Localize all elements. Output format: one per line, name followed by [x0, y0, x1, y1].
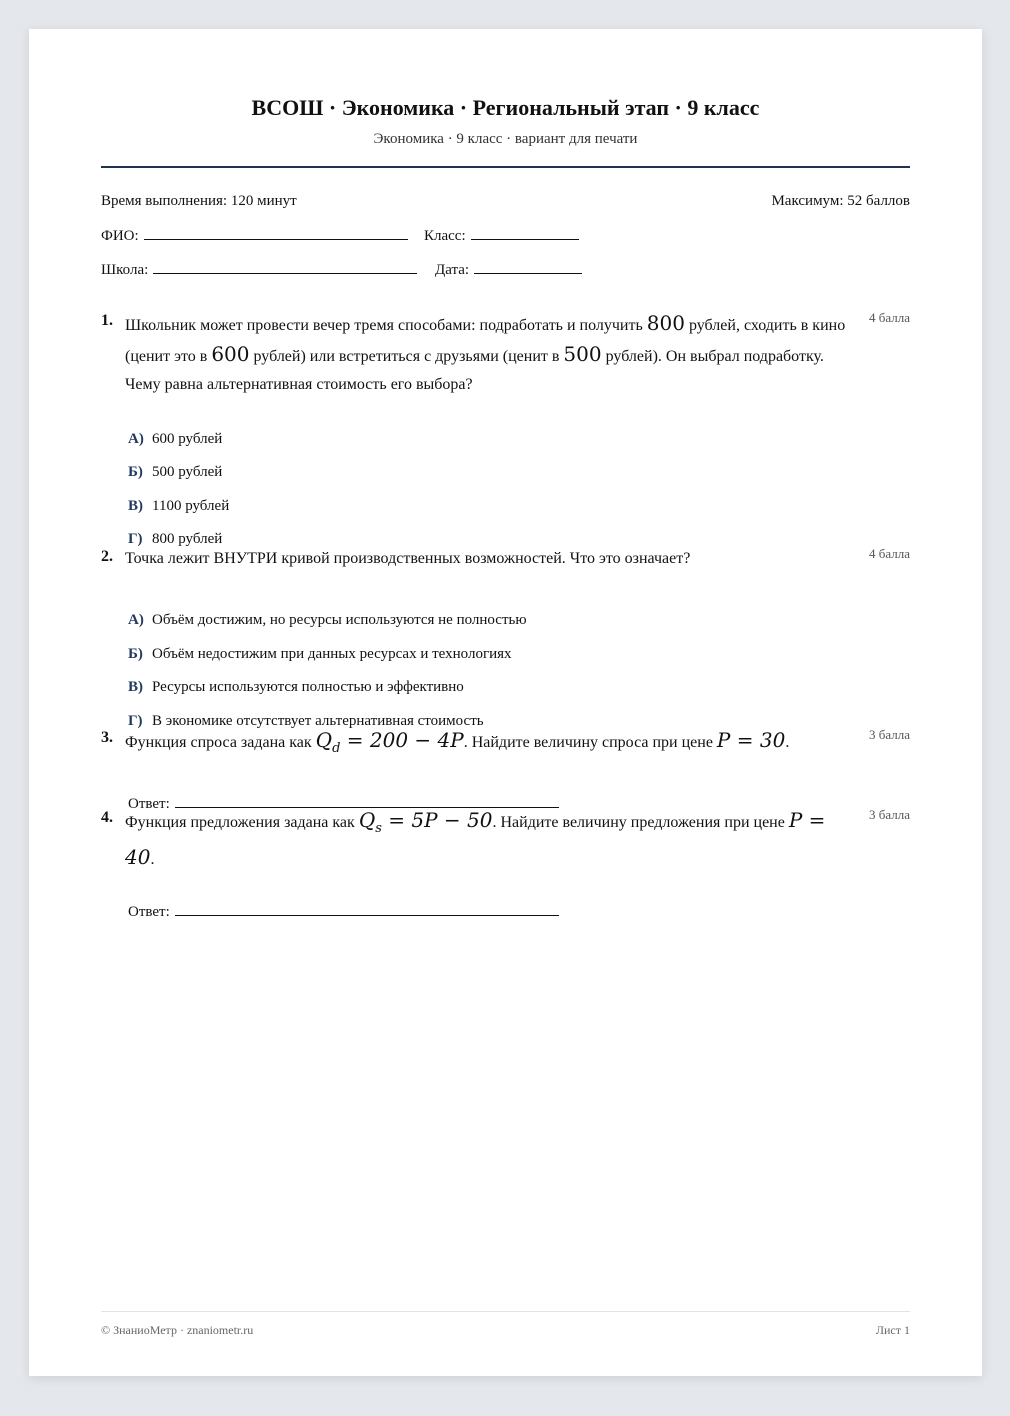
question-text [125, 309, 860, 399]
formula-rest: = 5P − 50 [381, 808, 493, 832]
answer-field-4[interactable] [128, 902, 559, 921]
formula-rest: = 200 − 4P [340, 728, 464, 752]
footer-page-number: Лист 1 [875, 1323, 910, 1337]
question-text-part: . Найдите величину спроса при цене [463, 734, 717, 751]
footer-divider [101, 1311, 910, 1312]
option-text: 600 рублей [152, 431, 223, 447]
option-letter: Г) [128, 713, 143, 729]
question-text-part: рублей) или встретиться с друзьями (ценит в [249, 348, 564, 365]
question-text: Точка лежит ВНУТРИ кривой производственных возможностей. Что это означает? [125, 550, 691, 567]
fio-field[interactable] [101, 226, 408, 245]
fio-label: ФИО: [101, 228, 139, 244]
school-line[interactable] [153, 260, 417, 274]
date-line[interactable] [474, 260, 582, 274]
option-letter: А) [128, 612, 144, 628]
question-text-part: . Найдите величину предложения при цене [492, 814, 789, 831]
formula-price: P = 40 [125, 808, 826, 869]
question-text-part: Функция спроса задана как [125, 734, 316, 751]
time-limit: Время выполнения: 120 минут [101, 193, 297, 209]
option-a[interactable] [128, 431, 222, 448]
option-v[interactable] [128, 498, 229, 515]
formula-price: P = 30 [716, 728, 786, 752]
value-500: 500 [563, 342, 602, 366]
option-text: В экономике отсутствует альтернативная стоимость [152, 713, 484, 729]
formula-symbol: Q [315, 728, 333, 752]
option-text: Объём недостижим при данных ресурсах и технологиях [152, 646, 512, 662]
question-points: 4 балла [869, 310, 910, 325]
class-line[interactable] [471, 226, 579, 240]
question-points: 3 балла [869, 727, 910, 742]
answer-line[interactable] [175, 902, 559, 916]
option-text: 500 рублей [152, 464, 223, 480]
option-b[interactable] [128, 646, 512, 663]
answer-label: Ответ: [128, 796, 170, 812]
question-text-part: рублей, сходить в кино (ценит это в [125, 317, 846, 365]
question-number: 1. [101, 312, 113, 329]
option-letter: В) [128, 498, 143, 514]
answer-label: Ответ: [128, 904, 170, 920]
option-text: Объём достижим, но ресурсы используются не полностью [152, 612, 527, 628]
value-800: 800 [646, 311, 685, 335]
formula-subscript: d [332, 741, 341, 756]
option-letter: В) [128, 679, 143, 695]
exam-sheet [29, 29, 982, 1376]
school-label: Школа: [101, 262, 149, 278]
max-score: Максимум: 52 баллов [771, 193, 910, 209]
footer-copyright: © ЗнаниоМетр · znaniometr.ru [101, 1323, 254, 1337]
question-number: 2. [101, 548, 113, 565]
value-600: 600 [211, 342, 250, 366]
question-number: 3. [101, 729, 113, 746]
question-text-part: . [150, 851, 155, 868]
question-text-part: . [785, 734, 790, 751]
formula-demand [315, 728, 464, 756]
question-number: 4. [101, 809, 113, 826]
date-label: Дата: [435, 262, 470, 278]
formula-symbol: Q [358, 808, 376, 832]
formula-supply [358, 808, 493, 836]
date-field[interactable] [435, 260, 582, 279]
header-divider [101, 166, 910, 168]
formula-subscript: s [375, 821, 382, 836]
option-text: Ресурсы используются полностью и эффективно [152, 679, 464, 695]
class-field[interactable] [424, 226, 579, 245]
option-letter: А) [128, 431, 144, 447]
question-text-part: Школьник может провести вечер тремя способами: подработать и получить [125, 317, 647, 334]
option-letter: Г) [128, 531, 143, 547]
question-text-part: рублей). Он выбрал подработку. Чему равна альтернативная стоимость его выбора? [125, 348, 824, 393]
question-text-part: Функция предложения задана как [125, 814, 359, 831]
class-label: Класс: [424, 228, 466, 244]
option-a[interactable] [128, 612, 527, 629]
option-text: 1100 рублей [152, 498, 230, 514]
fio-line[interactable] [144, 226, 408, 240]
option-letter: Б) [128, 464, 143, 480]
question-points: 3 балла [869, 807, 910, 822]
page-subtitle: Экономика · 9 класс · вариант для печати [373, 131, 638, 147]
option-letter: Б) [128, 646, 143, 662]
question-text [125, 806, 860, 874]
option-v[interactable] [128, 679, 464, 696]
school-field[interactable] [101, 260, 417, 279]
page-title: ВСОШ · Экономика · Региональный этап · 9 класс [251, 95, 760, 120]
option-b[interactable] [128, 464, 222, 481]
question-points: 4 балла [869, 546, 910, 561]
option-text: 800 рублей [152, 531, 223, 547]
question-text [125, 726, 860, 763]
